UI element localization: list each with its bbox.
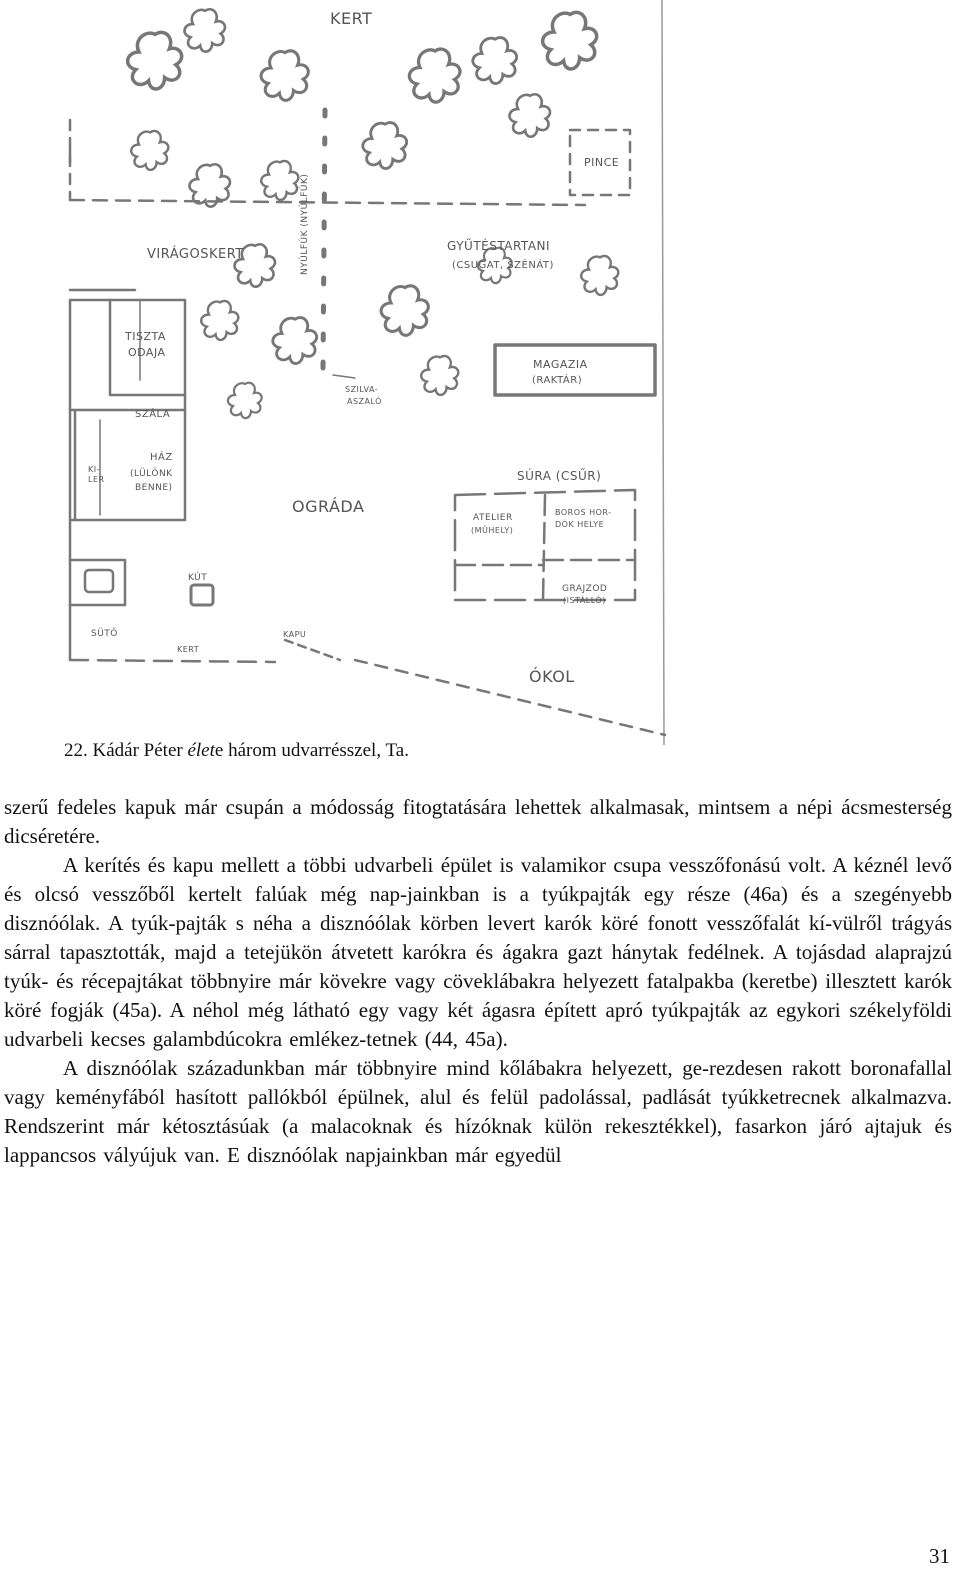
- label-aszalo: ASZALÓ: [347, 397, 382, 406]
- label-atelier: ATELIER: [473, 513, 513, 523]
- label-raktar: (RAKTÁR): [532, 375, 583, 386]
- label-istallo: (ISTÁLLÓ): [563, 596, 606, 605]
- label-kert: KERT: [330, 9, 373, 28]
- label-tiszta: TISZTA: [125, 330, 166, 343]
- caption-rest: e három udvarrésszel, Ta.: [214, 740, 409, 761]
- label-magazia: MAGAZIA: [533, 358, 588, 371]
- label-pince: PINCE: [584, 156, 620, 169]
- label-haz: HÁZ: [150, 452, 173, 463]
- page-number: 31: [929, 1544, 950, 1568]
- label-haz-sub2: BENNE): [135, 483, 173, 493]
- label-boros-2: DÓK HELYE: [555, 520, 605, 529]
- label-suto: SÜTŐ: [91, 629, 118, 639]
- label-kiler-2: LER: [88, 475, 105, 484]
- label-haz-sub1: (LÜLÖNK: [130, 469, 173, 479]
- label-nyulfuk: NYÚLFÚK (NYÚLFÚK): [300, 173, 310, 275]
- farmyard-site-plan-drawing: [55, 0, 670, 745]
- label-boros-1: BOROS HOR-: [555, 508, 612, 517]
- label-muhely: (MŰHELY): [471, 526, 514, 535]
- paragraph-3: A disznóólak századunkban már többnyire mind kőlábakra helyezett, ge-rezdesen rakott boronafallal vagy keményfából hasított pallókból épülnek, alul és felül padolással, padlását tyúkketrecnek alkalmazva. Rendszerint már kétosztásúak (a malacoknak és hízóknak külön rekesztékkel), fasarkon járó ajtajuk és lappancsos vályújuk van. E disznóólak napjainkban már egyedül: [4, 1056, 952, 1167]
- label-gyutestartani: GYŰTÉSTARTANI: [447, 239, 551, 253]
- caption-italic: élet: [187, 740, 215, 761]
- label-grajzod: GRAJZOD: [562, 584, 608, 594]
- label-sura: SÚRA (CSŰR): [517, 469, 602, 483]
- label-kiler-1: KI-: [88, 465, 100, 474]
- label-kut: KÚT: [188, 573, 208, 583]
- label-odaja: ODAJA: [128, 346, 166, 359]
- label-okol: ÓKOL: [529, 667, 575, 686]
- body-text: [4, 793, 952, 1170]
- label-ograda: OGRÁDA: [292, 497, 365, 516]
- figure-caption: [64, 740, 409, 762]
- paragraph-2: A kerítés és kapu mellett a többi udvarbeli épület is valamikor csupa vesszőfonású volt. A kéznél levő és olcsó vesszőből kertelt falúak még nap-jainkban is a tyúkpajták egy része (46a) és a szegényebb disznóólak. A tyúk-pajták s néha a disznóólak körben levert karók köré fonott vesszőfalát kí-vülről trágyás sárral tapasztották, majd a tetejükön átvetett karókra és ágakra gazt hánytak fedélnek. A tojásdad alaprajzú tyúk- és récepajtákat többnyire már kövekre vagy cöveklábakra helyezett fatalpakba (keretbe) illesztett karók köré fogják (45a). A néhol még látható egy vagy két ágasra épített apró tyúkpajták az egykori székelyföldi udvarbeli kecses galambdúcokra emlékez-tetnek (44, 45a).: [4, 853, 952, 1051]
- label-szilva: SZILVA-: [345, 385, 379, 394]
- paragraph-1: szerű fedeles kapuk már csupán a módosság fitogtatására lehettek alkalmasak, mintsem a népi ácsmesterség dicséretére.: [4, 795, 952, 848]
- label-szala: SZÁLA: [135, 409, 171, 420]
- label-gyutestartani-sub: (CSUGAT, SZÉNÁT): [452, 260, 554, 271]
- label-kert-gate: KERT: [177, 645, 200, 654]
- label-viragoskert: VIRÁGOSKERT: [147, 247, 244, 262]
- caption-number: 22. Kádár Péter: [64, 740, 188, 761]
- label-kapu: KAPU: [283, 630, 307, 639]
